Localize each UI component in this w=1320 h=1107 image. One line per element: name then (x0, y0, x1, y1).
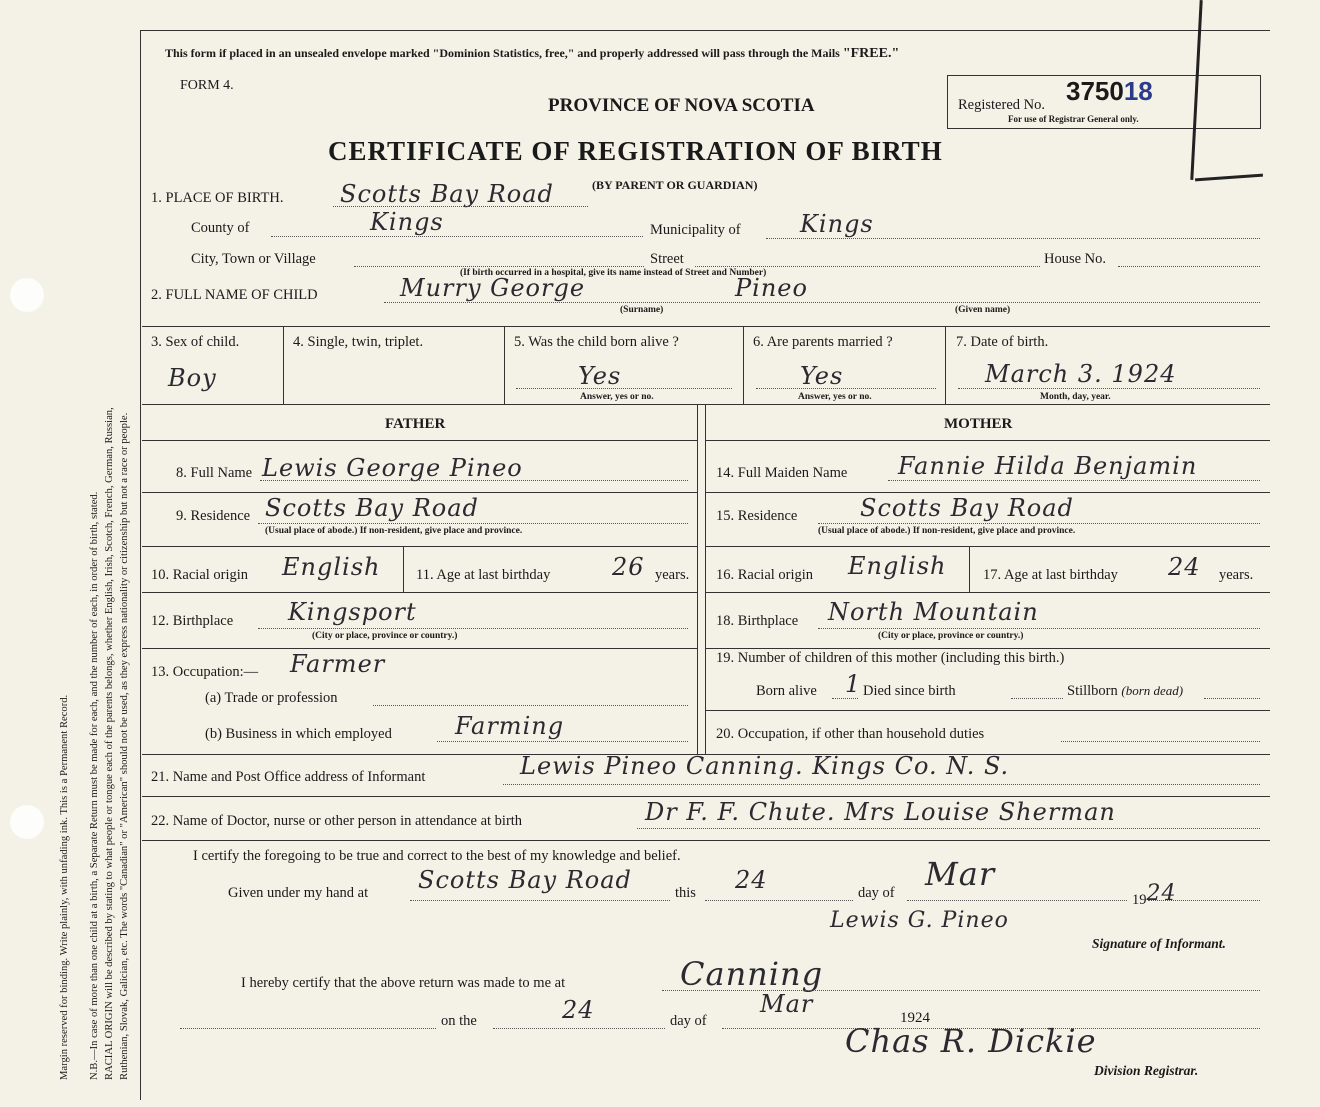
alive-line (516, 388, 732, 389)
informant-line (503, 784, 1260, 785)
dob-label: 7. Date of birth. (956, 334, 1049, 350)
county-value: Kings (370, 208, 444, 236)
child-surname: Murry George (400, 274, 586, 302)
mother-row2-line (705, 546, 1270, 547)
mother-occupation-label: 20. Occupation, if other than household duties (716, 726, 985, 742)
province-heading: PROVINCE OF NOVA SCOTIA (548, 95, 815, 116)
mother-name-value: Fannie Hilda Benjamin (898, 452, 1198, 480)
father-business-line (437, 741, 688, 742)
margin-racial-note: RACIAL ORIGIN will be described by stating to what people or tongue each of the parents belongs, whether English, Irish, Scotch, French, German, Russian, (104, 407, 115, 1080)
heading-line-left (142, 440, 697, 441)
father-birthplace-label: 12. Birthplace (151, 613, 234, 629)
father-trade-line (373, 705, 688, 706)
mother-name-line (888, 480, 1260, 481)
registered-label: Registered No. (958, 97, 1045, 113)
dob-note: Month, day, year. (1040, 392, 1111, 402)
this-label: this (675, 885, 696, 901)
mother-row1-line (705, 492, 1270, 493)
row3-div4 (945, 326, 946, 404)
street-label: Street (650, 251, 684, 267)
hospital-note: (If birth occurred in a hospital, give its name instead of Street and Number) (460, 268, 767, 278)
row3-div2 (504, 326, 505, 404)
stillborn-label: Stillborn (born dead) (1067, 683, 1184, 699)
registrar-place-line (662, 990, 1260, 991)
street-line (695, 266, 1040, 267)
mother-racial-div (969, 546, 970, 592)
alive-note: Answer, yes or no. (580, 392, 654, 402)
center-div-b (705, 404, 706, 754)
sex-value: Boy (168, 364, 217, 392)
father-trade-label: (a) Trade or profession (205, 690, 338, 706)
informant-signature: Lewis G. Pineo (830, 908, 1009, 933)
father-residence-line (258, 523, 688, 524)
heading-line-right (705, 440, 1270, 441)
mother-children-label: 19. Number of children of this mother (including this birth.) (716, 650, 1065, 666)
father-racial-label: 10. Racial origin (151, 567, 249, 583)
doctor-bottom (142, 840, 1270, 841)
mother-residence-note: (Usual place of abode.) If non-resident, give place and province. (818, 526, 1076, 536)
row3-div3 (743, 326, 744, 404)
margin-binding-note: Margin reserved for binding. Write plainly, with unfading ink. This is a Permanent Record. (59, 694, 70, 1080)
father-years: years. (655, 567, 690, 583)
center-div-a (697, 404, 698, 754)
father-business-label: (b) Business in which employed (205, 726, 392, 742)
form-left-border (140, 30, 141, 1100)
dob-line (958, 388, 1260, 389)
registrar-pre-line (180, 1028, 436, 1029)
punch-hole-bottom (10, 805, 44, 839)
father-residence-label: 9. Residence (176, 508, 251, 524)
certify-month: Mar (925, 855, 996, 893)
county-line (271, 236, 643, 237)
informant-value: Lewis Pineo Canning. Kings Co. N. S. (520, 752, 1010, 780)
registrar-day-line (493, 1028, 665, 1029)
mail-notice: This form if placed in an unsealed envelope marked "Dominion Statistics, free," and properly addressed will pass through the Mails "FREE." (165, 46, 900, 61)
alive-value: Yes (578, 362, 622, 390)
mother-birthplace-line (818, 628, 1260, 629)
on-the-label: on the (441, 1013, 477, 1029)
division-registrar-label: Division Registrar. (1094, 1063, 1199, 1078)
child-given-name: Pineo (735, 274, 808, 302)
city-label: City, Town or Village (191, 251, 316, 267)
born-alive-value: 1 (845, 670, 862, 698)
mother-residence-line (818, 523, 1260, 524)
given-under-label: Given under my hand at (228, 885, 369, 901)
mother-birthplace-value: North Mountain (828, 598, 1039, 626)
registrar-month: Mar (760, 990, 814, 1018)
mother-age-label: 17. Age at last birthday (983, 567, 1118, 583)
mother-residence-value: Scotts Bay Road (860, 494, 1074, 522)
married-line (756, 388, 936, 389)
registered-box (947, 75, 1261, 129)
died-label: Died since birth (863, 683, 956, 699)
father-row4-line (142, 648, 697, 649)
father-name-line (260, 480, 688, 481)
place-of-birth-line (333, 206, 588, 207)
row3-top (142, 326, 1270, 327)
mother-racial-value: English (848, 552, 947, 580)
mother-birthplace-label: 18. Birthplace (716, 613, 799, 629)
registrar-use-note: For use of Registrar General only. (1008, 114, 1139, 124)
certify-day-of-label: day of (858, 885, 895, 901)
mother-racial-label: 16. Racial origin (716, 567, 814, 583)
mother-name-label: 14. Full Maiden Name (716, 465, 848, 481)
row3-bottom (142, 404, 1270, 405)
father-birthplace-value: Kingsport (288, 598, 417, 626)
pencil-mark-tail (1195, 174, 1263, 182)
doctor-line (637, 828, 1260, 829)
father-row1-line (142, 492, 697, 493)
mother-birthplace-note: (City or place, province or country.) (878, 631, 1024, 641)
registrar-signature: Chas R. Dickie (845, 1022, 1097, 1060)
informant-label: 21. Name and Post Office address of Informant (151, 769, 426, 785)
married-note: Answer, yes or no. (798, 392, 872, 402)
form-top-border (140, 30, 1270, 31)
row3-div1 (283, 326, 284, 404)
father-row2-line (142, 546, 697, 547)
mother-row5-line (705, 710, 1270, 711)
mother-residence-label: 15. Residence (716, 508, 798, 524)
father-business-value: Farming (455, 712, 565, 740)
informant-bottom (142, 796, 1270, 797)
margin-racial-note-2: Ruthenian, Slovak, Galician, etc. The words "Canadian" or "American" should not be used, as they express nationality or citizenship but not a race or people. (119, 412, 130, 1080)
father-occupation-value: Farmer (290, 650, 386, 678)
father-heading: FATHER (385, 416, 446, 432)
born-alive-line (832, 698, 858, 699)
mother-row3-line (705, 592, 1270, 593)
father-birthplace-line (258, 628, 688, 629)
punch-hole-top (10, 278, 44, 312)
registered-number: 375018 (1066, 76, 1153, 106)
registrar-day-of-label: day of (670, 1013, 707, 1029)
mother-heading: MOTHER (944, 416, 1013, 432)
married-value: Yes (800, 362, 844, 390)
certify-day-line (705, 900, 853, 901)
mother-years: years. (1219, 567, 1254, 583)
mother-row4-line (705, 648, 1270, 649)
certify-month-line (907, 900, 1127, 901)
born-alive-label: Born alive (756, 683, 817, 699)
form-number: FORM 4. (180, 78, 234, 93)
place-of-birth-label: 1. PLACE OF BIRTH. (151, 190, 284, 206)
father-birthplace-note: (City or place, province or country.) (312, 631, 458, 641)
mother-age-value: 24 (1168, 553, 1201, 581)
registrar-day: 24 (562, 996, 595, 1024)
died-line (1011, 698, 1063, 699)
sex-label: 3. Sex of child. (151, 334, 240, 350)
father-row3-line (142, 592, 697, 593)
municipality-line (766, 238, 1260, 239)
mother-occupation-line (1061, 741, 1260, 742)
doctor-label: 22. Name of Doctor, nurse or other person in attendance at birth (151, 813, 523, 829)
father-name-value: Lewis George Pineo (262, 454, 523, 482)
father-racial-div (403, 546, 404, 592)
place-of-birth-value: Scotts Bay Road (340, 180, 554, 208)
registrar-place: Canning (680, 955, 824, 993)
alive-label: 5. Was the child born alive ? (514, 334, 679, 350)
certify-day: 24 (735, 866, 768, 894)
child-name-label: 2. FULL NAME OF CHILD (151, 287, 318, 303)
certify-statement: I certify the foregoing to be true and correct to the best of my knowledge and belief. (193, 848, 681, 864)
child-name-line (384, 302, 1260, 303)
city-line (354, 266, 644, 267)
father-racial-value: English (282, 553, 381, 581)
father-age-label: 11. Age at last birthday (416, 567, 551, 583)
plurality-label: 4. Single, twin, triplet. (293, 334, 424, 350)
county-label: County of (191, 220, 250, 236)
father-name-label: 8. Full Name (176, 465, 253, 481)
certificate-title: CERTIFICATE OF REGISTRATION OF BIRTH (328, 136, 943, 166)
municipality-value: Kings (800, 210, 874, 238)
by-parent-note: (BY PARENT OR GUARDIAN) (592, 178, 758, 192)
signature-of-informant-label: Signature of Informant. (1092, 936, 1226, 951)
father-residence-value: Scotts Bay Road (265, 494, 479, 522)
municipality-label: Municipality of (650, 222, 741, 238)
father-occupation-label: 13. Occupation:— (151, 664, 259, 680)
surname-note: (Surname) (620, 305, 664, 315)
registrar-statement: I hereby certify that the above return was made to me at (241, 975, 566, 991)
house-label: House No. (1044, 251, 1107, 267)
father-age-value: 26 (612, 553, 645, 581)
registrar-year: 1924 (900, 1010, 930, 1026)
doctor-value: Dr F. F. Chute. Mrs Louise Sherman (645, 798, 1116, 826)
certify-year: 1924 (1132, 881, 1177, 908)
married-label: 6. Are parents married ? (753, 334, 893, 350)
stillborn-line (1204, 698, 1260, 699)
father-residence-note: (Usual place of abode.) If non-resident, give place and province. (265, 526, 523, 536)
given-at-line (410, 900, 670, 901)
dob-value: March 3. 1924 (985, 360, 1177, 388)
given-at-value: Scotts Bay Road (418, 866, 632, 894)
given-note: (Given name) (955, 305, 1011, 315)
certify-year-line (1148, 900, 1260, 901)
margin-nb-note: N.B.—In case of more than one child at a birth, a Separate Return must be made for each, and the number of each, in order of birth, stated. (89, 491, 100, 1080)
house-line (1118, 266, 1260, 267)
